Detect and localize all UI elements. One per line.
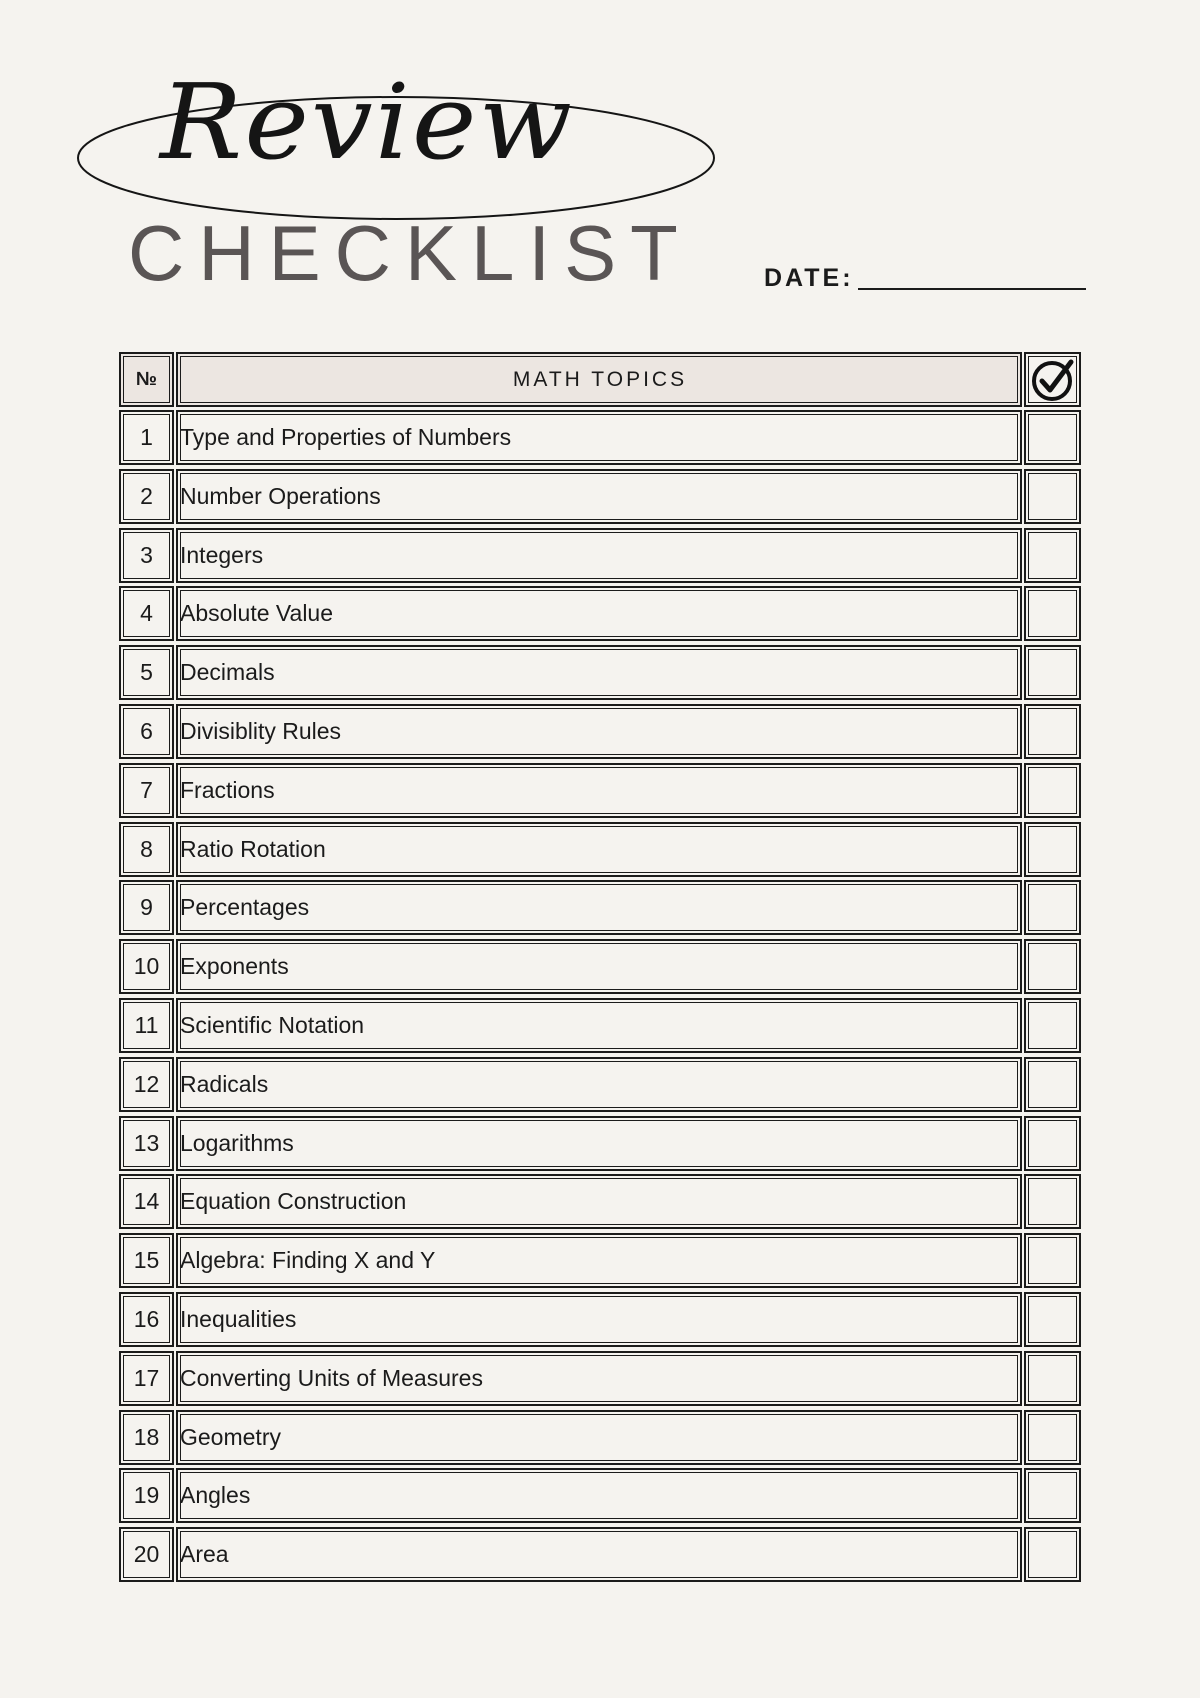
- row-topic: Absolute Value: [176, 586, 1022, 641]
- row-checkbox[interactable]: [1024, 939, 1081, 994]
- row-checkbox[interactable]: [1024, 763, 1081, 818]
- row-checkbox[interactable]: [1024, 1057, 1081, 1112]
- header-check: [1024, 352, 1081, 407]
- check-circle-icon: [1031, 358, 1075, 402]
- row-checkbox[interactable]: [1024, 998, 1081, 1053]
- row-topic: Type and Properties of Numbers: [176, 410, 1022, 465]
- row-topic: Number Operations: [176, 469, 1022, 524]
- row-checkbox[interactable]: [1024, 880, 1081, 935]
- row-checkbox[interactable]: [1024, 1468, 1081, 1523]
- row-number: 17: [119, 1351, 174, 1406]
- row-number: 11: [119, 998, 174, 1053]
- row-checkbox[interactable]: [1024, 704, 1081, 759]
- row-checkbox[interactable]: [1024, 586, 1081, 641]
- row-number: 3: [119, 528, 174, 583]
- row-number: 6: [119, 704, 174, 759]
- row-checkbox[interactable]: [1024, 1410, 1081, 1465]
- review-title: Review: [160, 61, 575, 183]
- row-topic: Percentages: [176, 880, 1022, 935]
- row-checkbox[interactable]: [1024, 1174, 1081, 1229]
- row-number: 4: [119, 586, 174, 641]
- row-number: 16: [119, 1292, 174, 1347]
- row-checkbox[interactable]: [1024, 822, 1081, 877]
- row-topic: Radicals: [176, 1057, 1022, 1112]
- row-number: 15: [119, 1233, 174, 1288]
- row-checkbox[interactable]: [1024, 1233, 1081, 1288]
- row-topic: Algebra: Finding X and Y: [176, 1233, 1022, 1288]
- row-number: 2: [119, 469, 174, 524]
- row-topic: Fractions: [176, 763, 1022, 818]
- header-math-topics: MATH TOPICS: [176, 352, 1022, 407]
- row-number: 10: [119, 939, 174, 994]
- row-topic: Divisiblity Rules: [176, 704, 1022, 759]
- row-checkbox[interactable]: [1024, 1351, 1081, 1406]
- row-topic: Ratio Rotation: [176, 822, 1022, 877]
- row-topic: Decimals: [176, 645, 1022, 700]
- checklist-title: CHECKLIST: [128, 209, 692, 297]
- row-number: 12: [119, 1057, 174, 1112]
- row-checkbox[interactable]: [1024, 1527, 1081, 1582]
- row-checkbox[interactable]: [1024, 1292, 1081, 1347]
- row-number: 19: [119, 1468, 174, 1523]
- row-topic: Converting Units of Measures: [176, 1351, 1022, 1406]
- header-number: №: [119, 352, 174, 407]
- row-number: 9: [119, 880, 174, 935]
- row-number: 5: [119, 645, 174, 700]
- row-number: 8: [119, 822, 174, 877]
- date-line[interactable]: [858, 288, 1086, 290]
- row-number: 1: [119, 410, 174, 465]
- row-topic: Scientific Notation: [176, 998, 1022, 1053]
- row-topic: Exponents: [176, 939, 1022, 994]
- date-label: DATE:: [764, 264, 854, 292]
- row-number: 7: [119, 763, 174, 818]
- row-number: 14: [119, 1174, 174, 1229]
- row-topic: Inequalities: [176, 1292, 1022, 1347]
- row-topic: Logarithms: [176, 1116, 1022, 1171]
- row-checkbox[interactable]: [1024, 410, 1081, 465]
- row-topic: Equation Construction: [176, 1174, 1022, 1229]
- row-number: 20: [119, 1527, 174, 1582]
- row-checkbox[interactable]: [1024, 469, 1081, 524]
- row-checkbox[interactable]: [1024, 1116, 1081, 1171]
- row-number: 18: [119, 1410, 174, 1465]
- date-field[interactable]: [764, 266, 1086, 291]
- row-checkbox[interactable]: [1024, 645, 1081, 700]
- row-number: 13: [119, 1116, 174, 1171]
- row-topic: Angles: [176, 1468, 1022, 1523]
- row-topic: Integers: [176, 528, 1022, 583]
- row-topic: Area: [176, 1527, 1022, 1582]
- row-checkbox[interactable]: [1024, 528, 1081, 583]
- row-topic: Geometry: [176, 1410, 1022, 1465]
